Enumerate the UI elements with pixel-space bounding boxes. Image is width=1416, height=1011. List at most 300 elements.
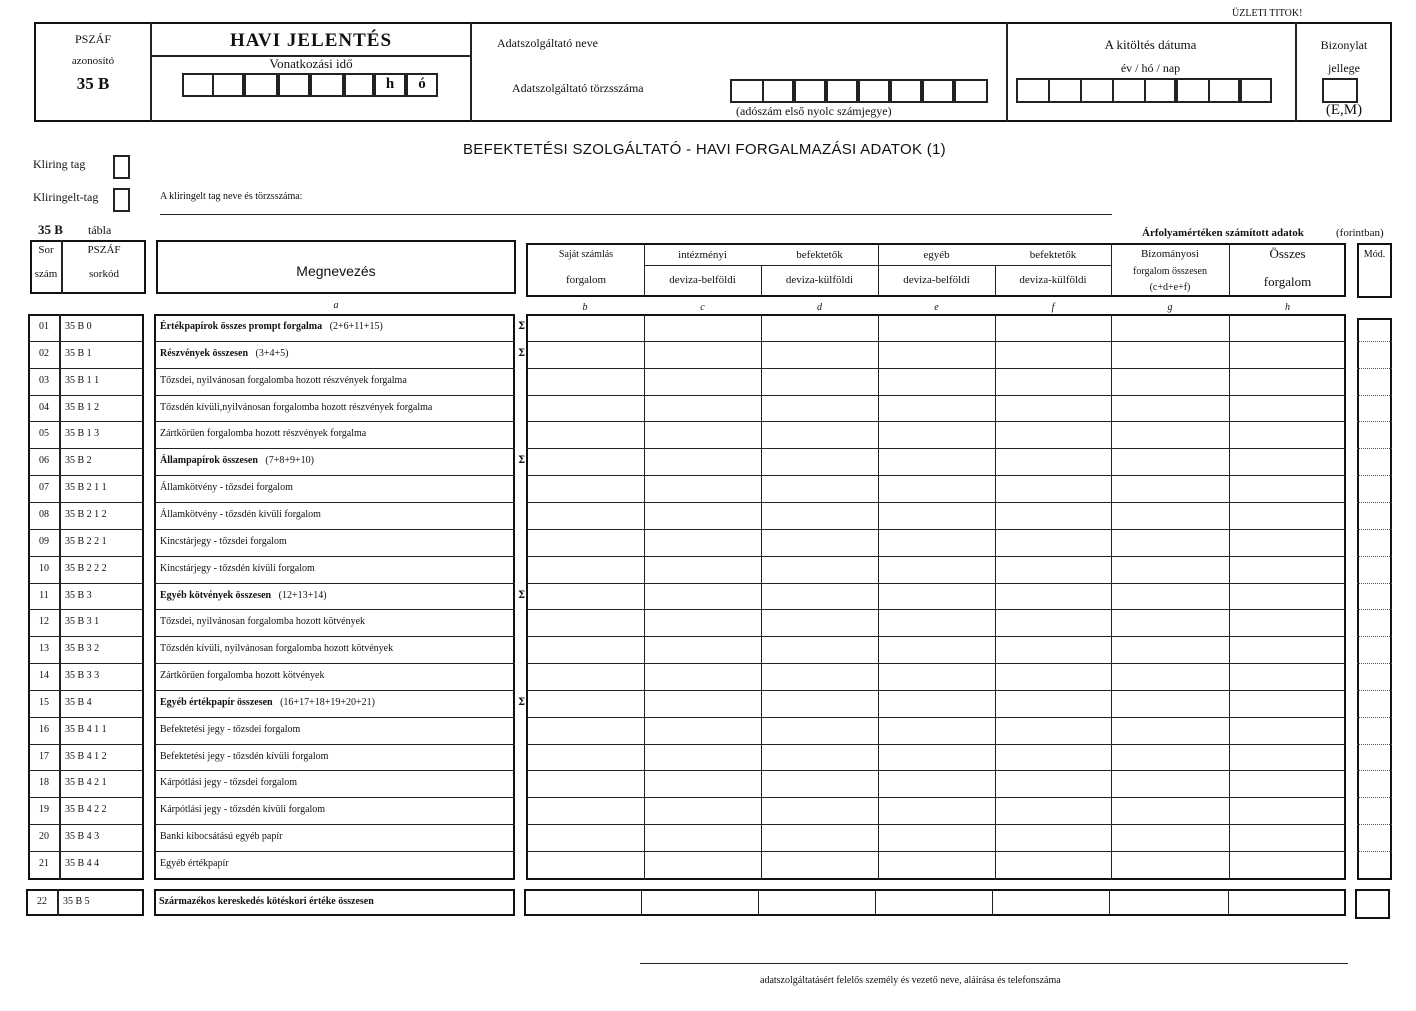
row-02-cell-c[interactable] <box>645 342 760 367</box>
row-11-formula: (12+13+14) <box>278 589 327 601</box>
row-09-code: 35 B 2 2 1 <box>65 535 107 547</box>
row-19-cell-c[interactable] <box>645 798 760 823</box>
col-cd-top-left: intézményi <box>678 249 727 261</box>
col-ef-top-right: befektetők <box>1029 249 1077 261</box>
row-16-code: 35 B 4 1 1 <box>65 723 107 735</box>
row-08-cell-c[interactable] <box>645 503 760 528</box>
tax-note: (adószám első nyolc számjegye) <box>736 104 892 118</box>
row-17-cell-h[interactable] <box>1230 745 1345 770</box>
row-16-cell-d[interactable] <box>762 718 877 743</box>
row-20-code: 35 B 4 3 <box>65 831 100 843</box>
row-06-cell-d[interactable] <box>762 449 877 474</box>
row-13-cell-b[interactable] <box>527 637 643 662</box>
row-17-mod-cell[interactable] <box>1358 745 1391 770</box>
row-03-cell-d[interactable] <box>762 369 877 394</box>
row-01-formula: (2+6+11+15) <box>329 321 383 332</box>
row-04-cell-f[interactable] <box>996 396 1110 421</box>
row-11-code: 35 B 3 <box>65 589 92 601</box>
col-b-top: Saját számlás <box>558 249 614 260</box>
row-14-cell-f[interactable] <box>996 664 1110 689</box>
row-12-cell-h[interactable] <box>1230 610 1345 635</box>
col-letter-a: a <box>333 300 339 311</box>
row-14-name: Zártkörűen forgalomba hozott kötvények <box>160 670 325 682</box>
bizonylat-label: Bizonylat <box>1320 38 1368 52</box>
row-05-mod-cell[interactable] <box>1358 422 1391 447</box>
row-11-num: 11 <box>39 589 49 601</box>
row-02-cell-e[interactable] <box>879 342 994 367</box>
col-b-bottom: forgalom <box>565 274 607 286</box>
row-05-cell-d[interactable] <box>762 422 877 447</box>
row-10-mod-cell[interactable] <box>1358 557 1391 582</box>
row-10-cell-b[interactable] <box>527 557 643 582</box>
row-05-name: Zártkörűen forgalomba hozott részvények forgalma <box>160 428 367 440</box>
row-16-name: Befektetési jegy - tőzsdei forgalom <box>160 723 301 735</box>
row-07-cell-d[interactable] <box>762 476 877 501</box>
row-15-cell-d[interactable] <box>762 691 877 716</box>
row-13-num: 13 <box>39 643 49 655</box>
row-01-cell-c[interactable] <box>645 315 760 340</box>
row-03-cell-f[interactable] <box>996 369 1110 394</box>
row-17-cell-d[interactable] <box>762 745 877 770</box>
row-06-cell-b[interactable] <box>527 449 643 474</box>
row-10-cell-f[interactable] <box>996 557 1110 582</box>
row-19-name: Kárpótlási jegy - tőzsdén kívüli forgalom <box>160 804 326 816</box>
row-21-cell-e[interactable] <box>879 852 994 877</box>
row-02-formula: (3+4+5) <box>255 347 289 359</box>
row-06-code: 35 B 2 <box>65 455 92 467</box>
row-06-sum-icon: Σ <box>518 455 526 467</box>
row-02-cell-b[interactable] <box>527 342 643 367</box>
row-10-code: 35 B 2 2 2 <box>65 562 107 574</box>
row-03-cell-b[interactable] <box>527 369 643 394</box>
row-22-cell-g[interactable] <box>1111 891 1227 914</box>
row-06-cell-f[interactable] <box>996 449 1110 474</box>
row-09-name: Kincstárjegy - tőzsdei forgalom <box>160 535 287 547</box>
row-04-cell-d[interactable] <box>762 396 877 421</box>
sor-header: Sor <box>38 244 54 256</box>
report-title: HAVI JELENTÉS <box>229 30 393 51</box>
row-05-cell-c[interactable] <box>645 422 760 447</box>
row-03-code: 35 B 1 1 <box>65 374 100 386</box>
row-21-name: Egyéb értékpapír <box>160 858 229 869</box>
row-22-name: Származékos kereskedés kötéskori értéke összesen <box>159 896 374 907</box>
ho-char-h: h <box>385 76 395 92</box>
row-11-cell-e[interactable] <box>879 584 994 609</box>
row-15-code: 35 B 4 <box>65 696 92 708</box>
kliring-tag-checkbox[interactable] <box>113 155 130 179</box>
row-16-cell-e[interactable] <box>879 718 994 743</box>
col-g-line3: (c+d+e+f) <box>1149 282 1191 293</box>
row-08-cell-e[interactable] <box>879 503 994 528</box>
row-14-cell-b[interactable] <box>527 664 643 689</box>
row-05-cell-h[interactable] <box>1230 422 1345 447</box>
row-12-cell-f[interactable] <box>996 610 1110 635</box>
row-01-mod-cell[interactable] <box>1358 315 1391 340</box>
row-04-name: Tőzsdén kívüli,nyilvánosan forgalomba hozott részvények forgalma <box>160 401 433 413</box>
row-22-mod-cell[interactable] <box>1355 889 1390 919</box>
row-06-cell-c[interactable] <box>645 449 760 474</box>
kliring-tag-label: Kliring tag <box>33 157 86 171</box>
row-09-cell-e[interactable] <box>879 530 994 555</box>
row-20-cell-c[interactable] <box>645 825 760 850</box>
col-e-bottom: deviza-belföldi <box>903 274 970 286</box>
row-10-name: Kincstárjegy - tőzsdén kívüli forgalom <box>160 562 315 574</box>
row-02-mod-cell[interactable] <box>1358 342 1391 367</box>
row-01-name: Értékpapírok összes prompt forgalma (2+6+11+15) <box>160 321 383 332</box>
row-17-cell-b[interactable] <box>527 745 643 770</box>
row-17-name: Befektetési jegy - tőzsdén kívüli forgalom <box>160 750 329 762</box>
row-01-cell-f[interactable] <box>996 315 1110 340</box>
row-10-cell-h[interactable] <box>1230 557 1345 582</box>
row-18-cell-c[interactable] <box>645 771 760 796</box>
row-20-cell-b[interactable] <box>527 825 643 850</box>
row-05-code: 35 B 1 3 <box>65 428 100 440</box>
row-21-cell-g[interactable] <box>1112 852 1228 877</box>
row-06-formula: (7+8+9+10) <box>265 455 314 467</box>
row-13-cell-f[interactable] <box>996 637 1110 662</box>
row-02-name: Részvények összesen (3+4+5) <box>160 347 289 359</box>
row-09-cell-b[interactable] <box>527 530 643 555</box>
row-21-cell-b[interactable] <box>527 852 643 877</box>
row-02-code: 35 B 1 <box>65 347 92 359</box>
confidential-note: ÜZLETI TITOK! <box>1232 8 1303 19</box>
row-14-mod-cell[interactable] <box>1358 664 1391 689</box>
row-22-cell-b[interactable] <box>526 891 640 914</box>
row-07-name: Államkötvény - tőzsdei forgalom <box>160 482 293 494</box>
row-02-cell-g[interactable] <box>1112 342 1228 367</box>
pszaf-label: PSZÁF <box>74 32 112 46</box>
row-04-cell-b[interactable] <box>527 396 643 421</box>
row-15-cell-b[interactable] <box>527 691 643 716</box>
row-01-cell-h[interactable] <box>1230 315 1345 340</box>
arfolyam-unit: (forintban) <box>1336 227 1384 239</box>
row-22-cell-c[interactable] <box>643 891 757 914</box>
row-10-cell-e[interactable] <box>879 557 994 582</box>
col-d-bottom: deviza-külföldi <box>785 274 854 286</box>
row-11-cell-f[interactable] <box>996 584 1110 609</box>
row-07-cell-c[interactable] <box>645 476 760 501</box>
row-20-cell-d[interactable] <box>762 825 877 850</box>
row-11-cell-g[interactable] <box>1112 584 1228 609</box>
row-12-cell-d[interactable] <box>762 610 877 635</box>
row-08-num: 08 <box>39 508 49 520</box>
row-19-code: 35 B 4 2 2 <box>65 804 107 816</box>
signature-line[interactable] <box>640 963 1348 964</box>
row-15-cell-c[interactable] <box>645 691 760 716</box>
row-19-cell-d[interactable] <box>762 798 877 823</box>
row-02-cell-h[interactable] <box>1230 342 1345 367</box>
col-letter-h: h <box>1285 302 1290 313</box>
row-14-cell-e[interactable] <box>879 664 994 689</box>
row-03-cell-c[interactable] <box>645 369 760 394</box>
row-18-code: 35 B 4 2 1 <box>65 777 107 789</box>
col-g-line1: Bizományosi <box>1140 248 1200 260</box>
row-02-sum-icon: Σ <box>518 347 526 359</box>
row-19-cell-e[interactable] <box>879 798 994 823</box>
row-21-cell-c[interactable] <box>645 852 760 877</box>
row-08-cell-g[interactable] <box>1112 503 1228 528</box>
row-11-cell-h[interactable] <box>1230 584 1345 609</box>
row-08-code: 35 B 2 1 2 <box>65 508 107 520</box>
row-05-cell-g[interactable] <box>1112 422 1228 447</box>
row-03-num: 03 <box>39 374 49 386</box>
row-13-code: 35 B 3 2 <box>65 643 100 655</box>
row-15-formula: (16+17+18+19+20+21) <box>280 696 375 708</box>
row-01-code: 35 B 0 <box>65 321 92 332</box>
row-02-cell-f[interactable] <box>996 342 1110 367</box>
row-09-mod-cell[interactable] <box>1358 530 1391 555</box>
row-20-cell-e[interactable] <box>879 825 994 850</box>
row-01-num: 01 <box>39 321 49 332</box>
row-04-num: 04 <box>39 401 49 413</box>
row-07-cell-g[interactable] <box>1112 476 1228 501</box>
provider-reg-label: Adatszolgáltató törzsszáma <box>512 81 644 95</box>
row-17-code: 35 B 4 1 2 <box>65 750 107 762</box>
col-letter-g: g <box>1167 302 1173 313</box>
fill-date-label: A kitöltés dátuma <box>1104 37 1197 52</box>
row-14-num: 14 <box>39 670 49 682</box>
provider-name-label: Adatszolgáltató neve <box>497 36 598 50</box>
row-14-cell-c[interactable] <box>645 664 760 689</box>
row-16-num: 16 <box>39 723 49 735</box>
row-05-num: 05 <box>39 428 49 440</box>
row-20-cell-h[interactable] <box>1230 825 1345 850</box>
row-06-cell-h[interactable] <box>1230 449 1345 474</box>
document-type-input[interactable] <box>1322 78 1358 103</box>
row-21-cell-h[interactable] <box>1230 852 1345 877</box>
row-08-cell-h[interactable] <box>1230 503 1345 528</box>
row-13-mod-cell[interactable] <box>1358 637 1391 662</box>
col-letter-e: e <box>934 302 939 313</box>
mod-header: Mód. <box>1363 249 1386 260</box>
row-07-cell-h[interactable] <box>1230 476 1345 501</box>
row-17-cell-e[interactable] <box>879 745 994 770</box>
row-13-cell-d[interactable] <box>762 637 877 662</box>
col-letter-b: b <box>582 302 588 313</box>
row-21-mod-cell[interactable] <box>1358 852 1391 877</box>
row-21-num: 21 <box>39 858 49 869</box>
row-03-cell-e[interactable] <box>879 369 994 394</box>
row-04-cell-h[interactable] <box>1230 396 1345 421</box>
row-15-sum-icon: Σ <box>518 696 526 708</box>
row-21-code: 35 B 4 4 <box>65 858 100 869</box>
date-format-label: év / hó / nap <box>1120 61 1181 75</box>
col-f-bottom: deviza-külföldi <box>1019 274 1087 286</box>
col-letter-d: d <box>817 302 822 313</box>
row-02-num: 02 <box>39 347 49 359</box>
row-13-cell-g[interactable] <box>1112 637 1228 662</box>
row-14-code: 35 B 3 3 <box>65 670 100 682</box>
row-07-mod-cell[interactable] <box>1358 476 1391 501</box>
row-19-cell-g[interactable] <box>1112 798 1228 823</box>
row-20-name: Banki kibocsátású egyéb papír <box>160 831 283 843</box>
row-01-cell-e[interactable] <box>879 315 994 340</box>
row-16-cell-b[interactable] <box>527 718 643 743</box>
row-07-num: 07 <box>39 482 49 494</box>
azonosito-value: 35 B <box>76 74 110 93</box>
row-04-code: 35 B 1 2 <box>65 401 100 413</box>
row-20-cell-g[interactable] <box>1112 825 1228 850</box>
row-18-cell-f[interactable] <box>996 771 1110 796</box>
row-15-cell-e[interactable] <box>879 691 994 716</box>
row-08-cell-b[interactable] <box>527 503 643 528</box>
col-g-line2: forgalom összesen <box>1133 266 1207 277</box>
row-16-cell-f[interactable] <box>996 718 1110 743</box>
row-11-sum-icon: Σ <box>518 589 526 601</box>
row-16-cell-g[interactable] <box>1112 718 1228 743</box>
row-21-cell-d[interactable] <box>762 852 877 877</box>
row-08-mod-cell[interactable] <box>1358 503 1391 528</box>
row-18-mod-cell[interactable] <box>1358 771 1391 796</box>
row-10-cell-g[interactable] <box>1112 557 1228 582</box>
row-22-cell-h[interactable] <box>1230 891 1345 914</box>
szam-header: szám <box>34 268 58 280</box>
row-12-cell-b[interactable] <box>527 610 643 635</box>
row-12-name: Tőzsdei, nyilvánosan forgalomba hozott kötvények <box>160 616 366 628</box>
form-title: BEFEKTETÉSI SZOLGÁLTATÓ - HAVI FORGALMAZÁSI ADATOK (1) <box>463 141 946 158</box>
row-18-cell-h[interactable] <box>1230 771 1345 796</box>
row-22-cell-d[interactable] <box>760 891 874 914</box>
row-03-cell-g[interactable] <box>1112 369 1228 394</box>
row-17-num: 17 <box>39 750 49 762</box>
arfolyam-label: Árfolyamértéken számított adatok <box>1142 227 1304 239</box>
row-14-cell-d[interactable] <box>762 664 877 689</box>
row-03-name: Tőzsdei, nyilvánosan forgalomba hozott részvények forgalma <box>160 374 407 386</box>
row-08-cell-d[interactable] <box>762 503 877 528</box>
row-02-cell-d[interactable] <box>762 342 877 367</box>
row-14-cell-h[interactable] <box>1230 664 1345 689</box>
row-04-cell-e[interactable] <box>879 396 994 421</box>
row-17-cell-c[interactable] <box>645 745 760 770</box>
row-03-mod-cell[interactable] <box>1358 369 1391 394</box>
row-08-cell-f[interactable] <box>996 503 1110 528</box>
table-word: tábla <box>88 223 112 237</box>
row-18-cell-e[interactable] <box>879 771 994 796</box>
table-code: 35 B <box>38 222 63 237</box>
row-15-mod-cell[interactable] <box>1358 691 1391 716</box>
row-09-cell-h[interactable] <box>1230 530 1345 555</box>
row-03-cell-h[interactable] <box>1230 369 1345 394</box>
row-17-cell-g[interactable] <box>1112 745 1228 770</box>
row-22-code: 35 B 5 <box>63 896 90 907</box>
vonatkozasi-ido-label: Vonatkozási idő <box>269 56 353 71</box>
megnevezes-header: Megnevezés <box>296 263 376 279</box>
row-07-cell-e[interactable] <box>879 476 994 501</box>
row-17-cell-f[interactable] <box>996 745 1110 770</box>
row-16-mod-cell[interactable] <box>1358 718 1391 743</box>
row-12-cell-g[interactable] <box>1112 610 1228 635</box>
row-09-num: 09 <box>39 535 49 547</box>
row-09-cell-f[interactable] <box>996 530 1110 555</box>
row-15-num: 15 <box>39 696 49 708</box>
row-22-cell-f[interactable] <box>994 891 1108 914</box>
row-09-cell-d[interactable] <box>762 530 877 555</box>
row-22-num: 22 <box>37 896 47 907</box>
row-08-name: Államkötvény - tőzsdén kívüli forgalom <box>160 508 321 520</box>
kliringelt-tag-checkbox[interactable] <box>113 188 130 212</box>
row-15-cell-f[interactable] <box>996 691 1110 716</box>
row-01-cell-g[interactable] <box>1112 315 1228 340</box>
row-05-cell-b[interactable] <box>527 422 643 447</box>
row-19-cell-f[interactable] <box>996 798 1110 823</box>
row-11-cell-d[interactable] <box>762 584 877 609</box>
azonosito-label: azonosító <box>71 55 115 67</box>
row-19-num: 19 <box>39 804 49 816</box>
row-12-cell-c[interactable] <box>645 610 760 635</box>
row-01-cell-d[interactable] <box>762 315 877 340</box>
row-12-code: 35 B 3 1 <box>65 616 100 628</box>
row-10-cell-d[interactable] <box>762 557 877 582</box>
row-14-cell-g[interactable] <box>1112 664 1228 689</box>
row-05-cell-e[interactable] <box>879 422 994 447</box>
row-09-cell-c[interactable] <box>645 530 760 555</box>
pszaf-col-header: PSZÁF <box>87 244 121 256</box>
row-15-cell-h[interactable] <box>1230 691 1345 716</box>
kliringelt-name-line[interactable] <box>160 214 1112 215</box>
row-12-mod-cell[interactable] <box>1358 610 1391 635</box>
row-16-cell-c[interactable] <box>645 718 760 743</box>
row-11-name: Egyéb kötvények összesen (12+13+14) <box>160 589 327 601</box>
row-12-cell-e[interactable] <box>879 610 994 635</box>
row-19-cell-h[interactable] <box>1230 798 1345 823</box>
row-11-cell-c[interactable] <box>645 584 760 609</box>
row-11-mod-cell[interactable] <box>1358 584 1391 609</box>
row-16-cell-h[interactable] <box>1230 718 1345 743</box>
col-cd-top-right: befektetők <box>796 249 843 261</box>
row-10-cell-c[interactable] <box>645 557 760 582</box>
row-18-cell-d[interactable] <box>762 771 877 796</box>
row-15-cell-g[interactable] <box>1112 691 1228 716</box>
row-01-sum-icon: Σ <box>518 321 526 332</box>
row-04-cell-c[interactable] <box>645 396 760 421</box>
row-18-cell-b[interactable] <box>527 771 643 796</box>
row-04-cell-g[interactable] <box>1112 396 1228 421</box>
signature-label: adatszolgáltatásért felelős személy és vezető neve, aláírása és telefonszáma <box>760 975 1061 986</box>
row-11-cell-b[interactable] <box>527 584 643 609</box>
col-h-line1: Összes <box>1269 246 1306 261</box>
em-label: (E,M) <box>1325 102 1363 118</box>
row-05-cell-f[interactable] <box>996 422 1110 447</box>
row-21-cell-f[interactable] <box>996 852 1110 877</box>
sorkod-header: sorkód <box>89 268 119 280</box>
row-07-cell-b[interactable] <box>527 476 643 501</box>
row-06-name: Állampapírok összesen (7+8+9+10) <box>160 455 314 467</box>
row-15-name: Egyéb értékpapír összesen (16+17+18+19+20+21) <box>160 696 375 708</box>
row-04-mod-cell[interactable] <box>1358 396 1391 421</box>
row-09-cell-g[interactable] <box>1112 530 1228 555</box>
row-07-cell-f[interactable] <box>996 476 1110 501</box>
col-letter-c: c <box>700 302 705 313</box>
ho-char-o: ó <box>418 76 426 92</box>
row-06-cell-e[interactable] <box>879 449 994 474</box>
row-13-cell-h[interactable] <box>1230 637 1345 662</box>
row-20-cell-f[interactable] <box>996 825 1110 850</box>
row-06-mod-cell[interactable] <box>1358 449 1391 474</box>
row-20-mod-cell[interactable] <box>1358 825 1391 850</box>
row-18-cell-g[interactable] <box>1112 771 1228 796</box>
row-06-num: 06 <box>39 455 49 467</box>
row-22-cell-e[interactable] <box>877 891 991 914</box>
row-19-cell-b[interactable] <box>527 798 643 823</box>
row-12-num: 12 <box>39 616 49 628</box>
row-13-cell-c[interactable] <box>645 637 760 662</box>
row-19-mod-cell[interactable] <box>1358 798 1391 823</box>
jellege-label: jellege <box>1328 61 1360 75</box>
row-01-cell-b[interactable] <box>527 315 643 340</box>
row-18-num: 18 <box>39 777 49 789</box>
row-13-cell-e[interactable] <box>879 637 994 662</box>
row-06-cell-g[interactable] <box>1112 449 1228 474</box>
